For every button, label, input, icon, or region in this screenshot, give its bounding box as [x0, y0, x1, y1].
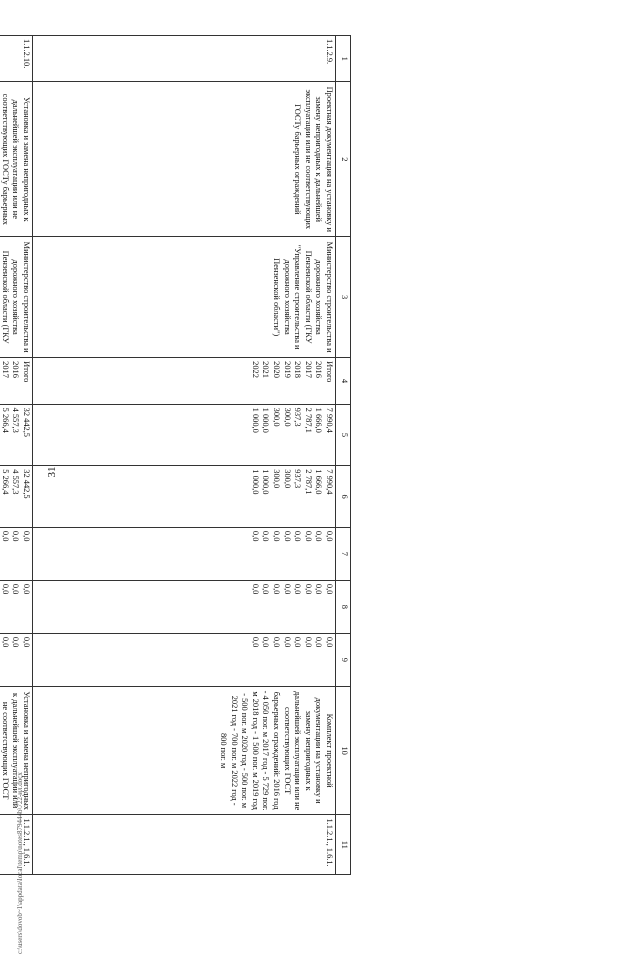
- amount-value: 0,0: [272, 530, 282, 542]
- amount-value: 0,0: [0, 636, 10, 648]
- funding-col8-cell: [33, 580, 336, 633]
- funding-regional-cell: [33, 466, 336, 528]
- measure-name: Проектная документация на установку и замену непригодных к дальнейшей эксплуатации или не соответствующих ГОСТу барьерных ограждений: [33, 82, 336, 237]
- amount-value: 0,0: [314, 530, 324, 542]
- amount-value: 0,0: [261, 583, 271, 595]
- year-value: Итого: [22, 361, 31, 383]
- indicator-reference: 1.1.2.1., 1.6.1.: [0, 815, 33, 875]
- funding-col7-cell: [0, 527, 33, 580]
- amount-value: 32 442,5: [22, 407, 31, 437]
- funding-total-cell: [33, 404, 336, 466]
- header-cell: 10: [336, 686, 351, 815]
- amount-value: 0,0: [325, 636, 334, 648]
- year-value: Итого: [325, 361, 334, 383]
- amount-value: 1 000,0: [250, 469, 260, 495]
- header-cell: 6: [336, 466, 351, 528]
- amount-value: 2 787,1: [303, 469, 313, 495]
- amount-value: 300,0: [282, 469, 292, 489]
- measures-table: [0, 35, 351, 875]
- year-value: 2017: [0, 361, 10, 378]
- amount-value: 0,0: [11, 583, 21, 595]
- executor: Министерство строительства и дорожного хозяйства Пензенской области (ГКУ: [0, 237, 33, 358]
- amount-value: 0,0: [22, 583, 31, 595]
- amount-value: 937,3: [293, 469, 303, 489]
- amount-value: 0,0: [325, 583, 334, 595]
- page-number: 31: [46, 466, 58, 478]
- year-value: 2019: [282, 361, 292, 378]
- year-value: 2016: [314, 361, 324, 378]
- row-number: 1.1.2.9.: [33, 36, 336, 82]
- measure-name: Установка и замена непригодных к дальнейшей эксплуатации или не соответствующих ГОСТу барьерных: [0, 82, 33, 237]
- amount-value: 0,0: [272, 583, 282, 595]
- year-value: 2021: [261, 361, 271, 378]
- header-cell: 3: [336, 237, 351, 358]
- amount-value: 32 442,5: [22, 469, 31, 499]
- years-cell: [0, 358, 33, 404]
- amount-value: 0,0: [293, 583, 303, 595]
- amount-value: 7 990,4: [325, 407, 334, 433]
- amount-value: 7 990,4: [325, 469, 334, 495]
- amount-value: 1 666,0: [314, 469, 324, 495]
- amount-value: 0,0: [22, 530, 31, 542]
- amount-value: 4 557,3: [11, 469, 21, 495]
- amount-value: 0,0: [293, 530, 303, 542]
- amount-value: 0,0: [250, 530, 260, 542]
- funding-col7-cell: [33, 527, 336, 580]
- header-cell: 4: [336, 358, 351, 404]
- years-cell: [33, 358, 336, 404]
- amount-value: 0,0: [0, 583, 10, 595]
- expected-result: Комплект проектной документации на установку и замену непригодных к дальнейшей эксплуатации или не соответствующих ГОСТ барьерных ограждений: 2016 год - 4 050 пог. м 2017 год - 5 729 пог. м 2018 год - 1 500 пог. м 2019 год - 500 пог. м 2020 год - 500 пог. м 2021 год - 700 пог. м 2022 год - 800 пог. м: [33, 686, 336, 815]
- header-cell: 5: [336, 404, 351, 466]
- amount-value: 0,0: [293, 636, 303, 648]
- amount-value: 0,0: [11, 636, 21, 648]
- header-row: [336, 36, 351, 875]
- amount-value: 0,0: [325, 530, 334, 542]
- amount-value: 0,0: [282, 636, 292, 648]
- amount-value: 300,0: [272, 407, 282, 427]
- file-path-footer: c:\users\dovob~1\appdata\local\temp\notes879444b\722-ил.docx: [16, 772, 24, 954]
- year-value: 2018: [293, 361, 303, 378]
- amount-value: 300,0: [272, 469, 282, 489]
- funding-col9-cell: [0, 633, 33, 686]
- amount-value: 0,0: [261, 636, 271, 648]
- amount-value: 0,0: [303, 530, 313, 542]
- amount-value: 1 666,0: [314, 407, 324, 433]
- year-value: 2017: [303, 361, 313, 378]
- row-number: 1.1.2.10.: [0, 36, 33, 82]
- amount-value: 1 000,0: [261, 469, 271, 495]
- amount-value: 1 000,0: [250, 407, 260, 433]
- amount-value: 0,0: [314, 583, 324, 595]
- expected-result: Установка и замена непригодных к дальнейшей эксплуатации или не соответствующих ГОСТ: [0, 686, 33, 815]
- funding-regional-cell: [0, 466, 33, 528]
- amount-value: 2 787,1: [303, 407, 313, 433]
- funding-col9-cell: [33, 633, 336, 686]
- amount-value: 937,3: [293, 407, 303, 427]
- amount-value: 5 266,4: [0, 469, 10, 495]
- amount-value: 0,0: [11, 530, 21, 542]
- amount-value: 0,0: [282, 583, 292, 595]
- header-cell: 1: [336, 36, 351, 82]
- amount-value: 0,0: [272, 636, 282, 648]
- year-value: 2022: [250, 361, 260, 378]
- amount-value: 0,0: [250, 636, 260, 648]
- amount-value: 0,0: [261, 530, 271, 542]
- rotated-table-container: [0, 35, 351, 875]
- indicator-reference: 1.1.2.1., 1.6.1.: [33, 815, 336, 875]
- header-cell: 9: [336, 633, 351, 686]
- executor: Министерство строительства и дорожного хозяйства Пензенской области (ГКУ "Управление строительства и дорожного хозяйства Пензенской области"): [33, 237, 336, 358]
- amount-value: 1 000,0: [261, 407, 271, 433]
- amount-value: 0,0: [314, 636, 324, 648]
- funding-col8-cell: [0, 580, 33, 633]
- funding-total-cell: [0, 404, 33, 466]
- amount-value: 0,0: [22, 636, 31, 648]
- table-row: [33, 36, 336, 875]
- amount-value: 0,0: [303, 583, 313, 595]
- amount-value: 4 557,3: [11, 407, 21, 433]
- header-cell: 7: [336, 527, 351, 580]
- amount-value: 300,0: [282, 407, 292, 427]
- amount-value: 0,0: [282, 530, 292, 542]
- amount-value: 0,0: [250, 583, 260, 595]
- year-value: 2016: [11, 361, 21, 378]
- amount-value: 0,0: [0, 530, 10, 542]
- table-row: [0, 36, 33, 875]
- year-value: 2020: [272, 361, 282, 378]
- header-cell: 11: [336, 815, 351, 875]
- amount-value: 5 266,4: [0, 407, 10, 433]
- header-cell: 8: [336, 580, 351, 633]
- amount-value: 0,0: [303, 636, 313, 648]
- header-cell: 2: [336, 82, 351, 237]
